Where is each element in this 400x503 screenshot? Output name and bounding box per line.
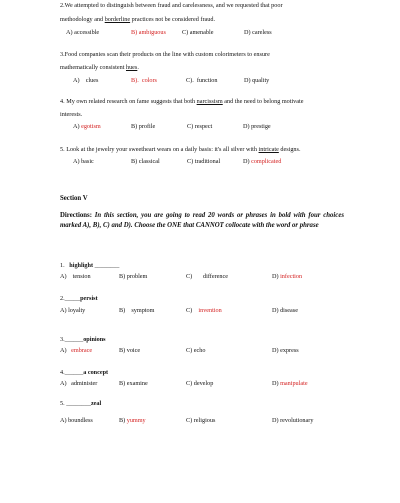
q3-option-c[interactable]: C). function bbox=[186, 77, 218, 84]
q5-line1: 5. Look at the jewelry your sweetheart wears on a daily basis: it's all silver with intricate designs. bbox=[60, 146, 301, 153]
item-3-answer-word: embrace bbox=[71, 347, 93, 354]
q5-option-c[interactable]: C) traditional bbox=[187, 158, 221, 165]
q2-line2: methodology and borderline practices not be considered fraud. bbox=[60, 16, 215, 23]
item-2-option-d[interactable]: D) disease bbox=[272, 307, 298, 314]
item-5-option-a[interactable]: A) boundless bbox=[60, 417, 93, 424]
q5-option-a[interactable]: A) basic bbox=[73, 158, 94, 165]
item-5-answer-word: yummy bbox=[126, 417, 146, 424]
item-4-prompt: 4.______a concept bbox=[60, 369, 109, 376]
item-5-word: zeal bbox=[90, 400, 102, 407]
item-3-word: opinions bbox=[83, 336, 106, 343]
item-4-option-d[interactable]: D) manipulate bbox=[272, 380, 308, 387]
item-5-option-c[interactable]: C) religious bbox=[186, 417, 216, 424]
q4-option-d[interactable]: D) prestige bbox=[243, 123, 271, 130]
q3-line1: 3.Food companies scan their products on the line with custom colorimeters to ensure bbox=[60, 51, 270, 58]
q3-line2: mathematically consistent hues. bbox=[60, 64, 139, 71]
item-1-option-b[interactable]: B) problem bbox=[119, 273, 148, 280]
item-2-answer-word: invention bbox=[198, 307, 222, 314]
q2-text: 2.We attempted to distinguish between fraud and carelessness, and we requested that poor bbox=[60, 2, 283, 9]
item-3-option-d[interactable]: D) express bbox=[272, 347, 299, 354]
q4-key-word: narcissism bbox=[196, 98, 223, 105]
item-4-word: a concept bbox=[83, 369, 109, 376]
q4-option-a-word: egotism bbox=[81, 123, 101, 130]
q2-option-d[interactable]: D) careless bbox=[244, 29, 272, 36]
directions-text: In this section, you are going to read 20 words or phrases in bold with four choices marked A), B), C) and D). Choose the ONE that CANNOT collocate with the word or phrase bbox=[60, 212, 344, 229]
q5-option-d-word: complicated bbox=[251, 158, 282, 165]
item-3-prompt: 3.______opinions bbox=[60, 336, 106, 343]
item-2-prompt: 2._____persist bbox=[60, 295, 98, 302]
q2-key-word: borderline bbox=[104, 16, 131, 23]
item-4-option-a[interactable]: A) administer bbox=[60, 380, 98, 387]
item-2-word: persist bbox=[80, 295, 98, 302]
item-3-option-c[interactable]: C) echo bbox=[186, 347, 206, 354]
q4-line1: 4. My own related research on fame suggests that both narcissism and the need to belong motivate bbox=[60, 98, 304, 105]
item-2-option-b[interactable]: B) symptom bbox=[119, 307, 155, 314]
item-1-option-a[interactable]: A) tension bbox=[60, 273, 91, 280]
section-title: Section V bbox=[60, 195, 88, 202]
q2-option-a[interactable]: A) accessible bbox=[66, 29, 100, 36]
q4-option-c[interactable]: C) respect bbox=[187, 123, 213, 130]
item-1-option-c[interactable]: C) difference bbox=[186, 273, 228, 280]
q3-key-word: hues bbox=[125, 64, 138, 71]
q3-option-b[interactable]: B). colors bbox=[131, 77, 157, 84]
section-directions bbox=[60, 211, 344, 231]
q4-option-b[interactable]: B) profile bbox=[131, 123, 156, 130]
q2-option-b[interactable]: B) ambiguous bbox=[131, 29, 166, 36]
q2-line1 bbox=[60, 2, 283, 10]
item-1-prompt: 1. highlight ________ bbox=[60, 262, 120, 269]
q5-option-b[interactable]: B) classical bbox=[131, 158, 160, 165]
item-4-option-c[interactable]: C) develop bbox=[186, 380, 214, 387]
q5-option-d[interactable]: D) complicated bbox=[243, 158, 282, 165]
q3-option-a[interactable]: A) clues bbox=[73, 77, 99, 84]
q4-line2: interests. bbox=[60, 111, 83, 118]
item-3-option-a[interactable]: A) embrace bbox=[60, 347, 93, 354]
q3-option-d[interactable]: D) quality bbox=[244, 77, 270, 84]
item-5-prompt: 5. ________zeal bbox=[60, 400, 102, 407]
item-4-option-b[interactable]: B) examine bbox=[119, 380, 148, 387]
item-1-answer-word: infection bbox=[280, 273, 303, 280]
directions-label: Directions: bbox=[60, 212, 92, 219]
item-1-word: highlight bbox=[69, 262, 94, 269]
q5-key-word: intricate bbox=[258, 146, 279, 153]
item-4-answer-word: manipulate bbox=[280, 380, 308, 387]
q4-option-a[interactable]: A) egotism bbox=[73, 123, 101, 130]
item-1-option-d[interactable]: D) infection bbox=[272, 273, 303, 280]
item-2-option-a[interactable]: A) loyalty bbox=[60, 307, 86, 314]
item-2-option-c[interactable]: C) invention bbox=[186, 307, 222, 314]
item-5-option-b[interactable]: B) yummy bbox=[119, 417, 146, 424]
q2-option-c[interactable]: C) amenable bbox=[182, 29, 214, 36]
item-5-option-d[interactable]: D) revolutionary bbox=[272, 417, 314, 424]
item-3-option-b[interactable]: B) voice bbox=[119, 347, 141, 354]
